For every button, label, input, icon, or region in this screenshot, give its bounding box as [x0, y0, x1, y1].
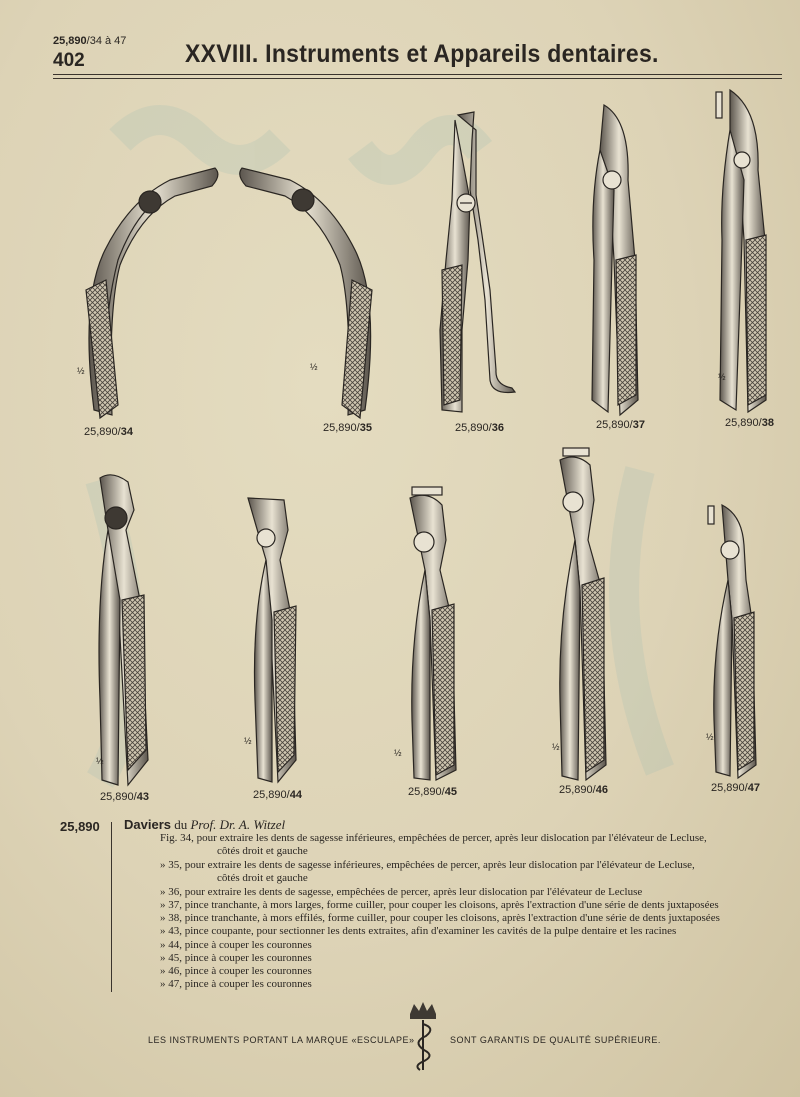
- list-item: » 45, pince à couper les couronnes: [160, 952, 312, 964]
- forceps-37: [592, 105, 638, 415]
- catalog-number: 25,890: [60, 819, 100, 834]
- forceps-34: [86, 168, 218, 418]
- scale-mark: ½: [96, 756, 104, 766]
- list-item: » 36, pour extraire les dents de sagesse, empêchées de percer, après leur dislocation par l'élévateur de Lecluse: [160, 886, 643, 898]
- list-item: » 46, pince à couper les couronnes: [160, 965, 312, 977]
- forceps-45: [410, 487, 456, 780]
- description-heading: Daviers du Prof. Dr. A. Witzel: [124, 817, 286, 832]
- esculape-emblem: [402, 1000, 444, 1075]
- page-title: XXVIII. Instruments et Appareils dentaires.: [185, 40, 659, 68]
- figure-caption: 25,890/45: [408, 786, 457, 798]
- figure-caption: 25,890/47: [711, 782, 760, 794]
- list-item: » 44, pince à couper les couronnes: [160, 939, 312, 951]
- list-item: » 35, pour extraire les dents de sagesse inférieures, empêchées de percer, après leur dislocation par l'élévateur de Lecluse,: [160, 859, 695, 871]
- scale-mark: ½: [706, 732, 714, 742]
- scale-mark: ½: [718, 372, 726, 382]
- list-item: côtés droit et gauche: [217, 845, 308, 857]
- list-item: » 38, pince tranchante, à mors effilés, forme cuiller, pour couper les cloisons, après l'extraction d'une série de dents juxtaposées: [160, 912, 720, 924]
- footer-right: SONT GARANTIS DE QUALITÉ SUPÉRIEURE.: [450, 1035, 661, 1045]
- page-number: 402: [53, 50, 85, 71]
- figure-caption: 25,890/34: [84, 426, 133, 438]
- divider: [111, 822, 112, 992]
- figure-caption: 25,890/35: [323, 422, 372, 434]
- scale-mark: ½: [394, 748, 402, 758]
- list-item: » 47, pince à couper les couronnes: [160, 978, 312, 990]
- forceps-47: [708, 505, 756, 778]
- forceps-44: [248, 498, 296, 782]
- forceps-46: [560, 448, 606, 780]
- figure-caption: 25,890/36: [455, 422, 504, 434]
- list-item: » 37, pince tranchante, à mors larges, forme cuiller, pour couper les cloisons, après l'extraction d'une série de dents juxtaposées: [160, 899, 719, 911]
- figure-caption: 25,890/43: [100, 791, 149, 803]
- list-item: Fig. 34, pour extraire les dents de sagesse inférieures, empêchées de percer, après leur dislocation par l'élévateur de Lecluse,: [160, 832, 707, 844]
- forceps-35: [240, 168, 372, 418]
- scale-mark: ½: [552, 742, 560, 752]
- figure-caption: 25,890/38: [725, 417, 774, 429]
- reference-bold: 25,890: [53, 35, 87, 47]
- forceps-38: [716, 90, 766, 412]
- figure-caption: 25,890/37: [596, 419, 645, 431]
- scale-mark: ½: [77, 366, 85, 376]
- forceps-36: [440, 112, 515, 412]
- footer-left: LES INSTRUMENTS PORTANT LA MARQUE «ESCULAPE»: [148, 1035, 415, 1045]
- scale-mark: ½: [244, 736, 252, 746]
- figure-caption: 25,890/46: [559, 784, 608, 796]
- list-item: » 43, pince coupante, pour sectionner les dents extraites, afin d'examiner les cavités de la pulpe dentaire et les racines: [160, 925, 677, 937]
- figure-caption: 25,890/44: [253, 789, 302, 801]
- scale-mark: ½: [310, 362, 318, 372]
- list-item: côtés droit et gauche: [217, 872, 308, 884]
- reference-rest: /34 à 47: [86, 35, 127, 47]
